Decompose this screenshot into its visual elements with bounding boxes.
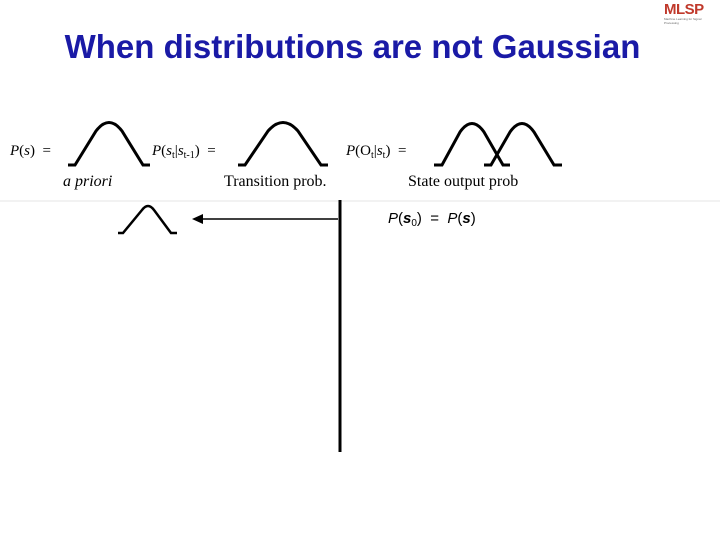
transition-p: P: [152, 143, 162, 159]
transition-sub1: t: [172, 150, 175, 161]
prior-formula: P(s) =: [10, 143, 51, 159]
output-s: s: [376, 143, 383, 159]
output-distribution-curve-1: [434, 124, 510, 166]
prior-distribution-curve: [68, 123, 150, 166]
p0-rhs-s: s: [462, 210, 471, 227]
slide-title: When distributions are not Gaussian: [64, 28, 641, 65]
output-p: P: [346, 143, 356, 159]
prior-p: P: [10, 143, 20, 159]
output-o: O: [360, 143, 372, 159]
transition-distribution-curve: [238, 123, 328, 166]
output-eq: =: [397, 143, 407, 159]
prior-eq: =: [42, 143, 51, 159]
transition-formula: $P(s_t|s_{t-1})$ =: [152, 143, 216, 161]
transition-s2: s: [177, 143, 184, 159]
transition-s1: s: [166, 143, 173, 159]
caption-transition: Transition prob.: [224, 173, 327, 190]
output-formula: $P(O_t|s_t)$ =: [346, 143, 407, 161]
caption-output: State output prob: [408, 173, 519, 190]
transition-sub2: t-1: [183, 150, 195, 161]
p0-s: s: [403, 210, 412, 227]
logo-text: MLSP: [664, 1, 704, 18]
initial-distribution-formula: $P(s_0) = P(s)$: [388, 210, 476, 229]
p0-eq: =: [430, 210, 440, 227]
p0-p: P: [388, 210, 399, 227]
caption-a-priori: a priori: [63, 173, 113, 190]
p0-sub: 0: [411, 218, 417, 229]
logo-tagline: Machine Learning for Signal Processing: [664, 17, 702, 25]
arrow-head: [192, 214, 203, 224]
output-ssub: t: [382, 150, 386, 161]
prior-arg: s: [24, 143, 31, 159]
output-distribution-curve-2: [484, 124, 562, 166]
p0-rhs-p: P: [447, 210, 458, 227]
output-osub: t: [371, 150, 374, 161]
transition-eq: =: [207, 143, 216, 159]
initial-state-distribution-curve: [118, 206, 177, 233]
